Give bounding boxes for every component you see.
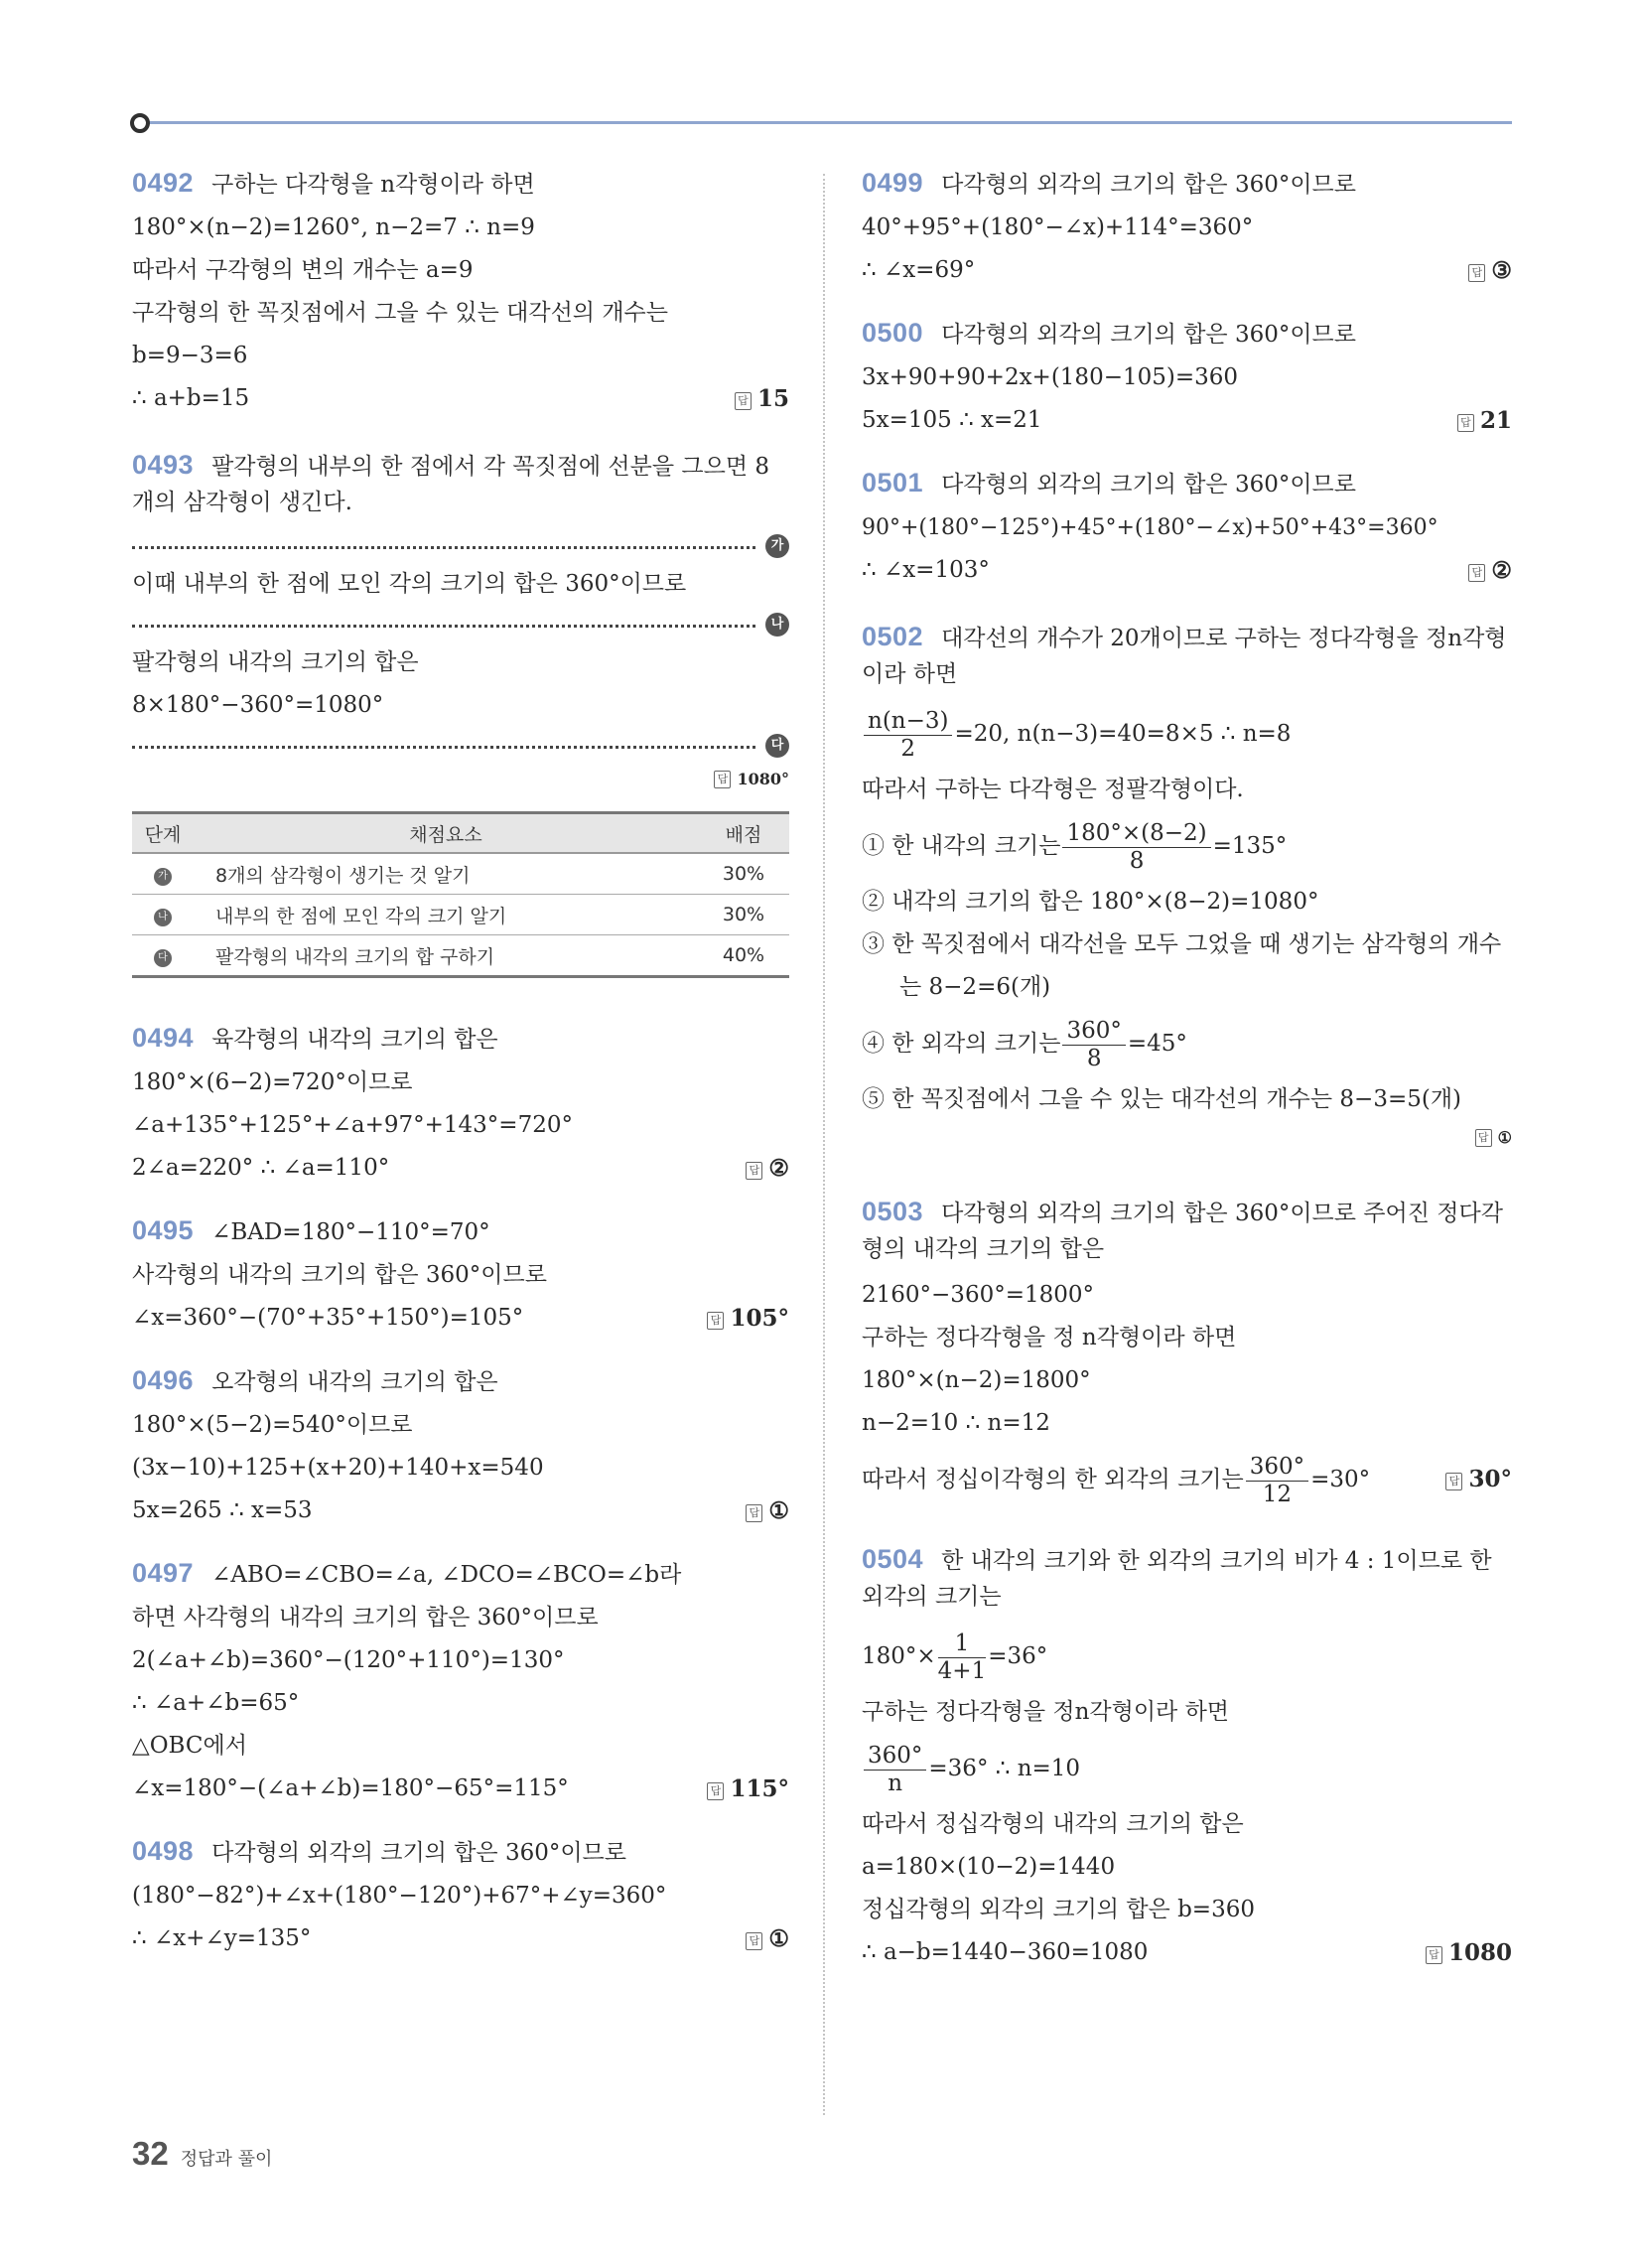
solution-line: ∴ ∠x=69° <box>862 257 976 283</box>
solution-line: 다각형의 외각의 크기의 합은 360°이므로 <box>941 322 1356 348</box>
fraction-numerator: 1 <box>938 1630 987 1658</box>
answer-value: ③ <box>1491 257 1512 284</box>
solution-line: 90°+(180°−125°)+45°+(180°−∠x)+50°+43°=360° <box>862 515 1438 540</box>
fraction-denominator: 2 <box>900 736 916 762</box>
solution-line: ∠BAD=180°−110°=70° <box>211 1219 490 1245</box>
answer-icon: 답 <box>1468 564 1485 582</box>
problem-number: 0501 <box>862 468 924 497</box>
solution-line: 육각형의 내각의 크기의 합은 <box>211 1027 498 1053</box>
solution-line: 다각형의 외각의 크기의 합은 360°이므로 <box>211 1840 626 1866</box>
problem-0495 <box>132 1216 789 1333</box>
fraction-denominator: 8 <box>1129 848 1145 874</box>
answer-value: ② <box>1491 557 1512 584</box>
problem-0504 <box>862 1541 1512 1967</box>
table-cell: 팔각형의 내각의 크기의 합 구하기 <box>194 935 698 977</box>
problem-0498 <box>132 1837 789 1953</box>
solution-line: ② 내각의 크기의 합은 180°×(8−2)=1080° <box>862 889 1319 915</box>
solution-line: ① 한 내각의 크기는 <box>862 833 1061 859</box>
problem-0494 <box>132 1024 789 1183</box>
solution-line: 180°×(n−2)=1260°, n−2=7 ∴ n=9 <box>132 214 535 240</box>
header-rule <box>141 121 1512 124</box>
solution-line: ⑤ 한 꼭짓점에서 그을 수 있는 대각선의 개수는 8−3=5(개) <box>862 1086 1462 1112</box>
scoring-table <box>132 811 789 978</box>
solution-line: ∠x=360°−(70°+35°+150°)=105° <box>132 1305 524 1331</box>
fraction-numerator: n(n−3) <box>864 708 952 736</box>
solution-line: 40°+95°+(180°−∠x)+114°=360° <box>862 214 1254 240</box>
page-footer <box>132 2135 272 2173</box>
answer-icon: 답 <box>1445 1473 1462 1490</box>
solution-line: ④ 한 외각의 크기는 <box>862 1031 1061 1057</box>
answer-value: 105° <box>730 1305 789 1332</box>
solution-line: (3x−10)+125+(x+20)+140+x=540 <box>132 1455 544 1481</box>
solution-line: 180°×(n−2)=1800° <box>862 1367 1091 1393</box>
answer-value: 30° <box>1468 1466 1512 1492</box>
problem-number: 0498 <box>132 1836 195 1866</box>
answer-badge <box>746 1924 789 1953</box>
solution-line: ∴ ∠x+∠y=135° <box>132 1925 312 1951</box>
answer-value: ① <box>768 1925 789 1952</box>
fraction <box>1246 1454 1308 1507</box>
solution-line: 하면 사각형의 내각의 크기의 합은 360°이므로 <box>132 1605 599 1630</box>
fraction-denominator: 8 <box>1086 1046 1102 1071</box>
problem-number: 0502 <box>862 622 924 651</box>
solution-line: ∠a+135°+125°+∠a+97°+143°=720° <box>132 1112 573 1138</box>
solution-line: =30° <box>1310 1467 1371 1492</box>
problem-number: 0499 <box>862 168 924 198</box>
solution-line: 한 내각의 크기와 한 외각의 크기의 비가 4 : 1이므로 한 외각의 크기는 <box>862 1548 1492 1610</box>
table-row <box>132 895 789 935</box>
solution-line: =135° <box>1212 833 1288 859</box>
answer-badge <box>1468 556 1512 585</box>
step-marker-icon: 가 <box>765 534 789 558</box>
fraction <box>938 1630 987 1684</box>
answer-icon: 답 <box>1457 414 1474 432</box>
answer-icon: 답 <box>746 1162 762 1180</box>
problem-number: 0496 <box>132 1365 195 1395</box>
solution-line: ③ 한 꼭짓점에서 대각선을 모두 그었을 때 생기는 삼각형의 개수 <box>862 931 1502 957</box>
table-row <box>132 853 789 895</box>
problem-0493 <box>132 447 789 978</box>
solution-line: 구하는 정다각형을 정 n각형이라 하면 <box>862 1325 1237 1350</box>
answer-value: ① <box>1497 1128 1512 1147</box>
solution-line: 따라서 정십이각형의 한 외각의 크기는 <box>862 1467 1244 1492</box>
solution-line: ∴ ∠x=103° <box>862 557 990 583</box>
solution-line: (180°−82°)+∠x+(180°−120°)+67°+∠y=360° <box>132 1883 667 1909</box>
solution-line: 8×180°−360°=1080° <box>132 692 384 718</box>
problem-0499 <box>862 169 1512 285</box>
solution-line: 따라서 구하는 다각형은 정팔각형이다. <box>862 777 1244 802</box>
table-cell: 30% <box>698 895 789 935</box>
fraction-denominator: 12 <box>1262 1482 1293 1507</box>
solution-line: 3x+90+90+2x+(180−105)=360 <box>862 364 1239 390</box>
solution-line: 구하는 정다각형을 정n각형이라 하면 <box>862 1699 1230 1725</box>
fraction-numerator: 360° <box>864 1743 926 1771</box>
problem-0496 <box>132 1366 789 1525</box>
fraction-numerator: 180°×(8−2) <box>1062 820 1210 848</box>
solution-line: 다각형의 외각의 크기의 합은 360°이므로 <box>941 472 1356 497</box>
table-header: 배점 <box>725 823 762 846</box>
left-column <box>132 169 789 1987</box>
problem-number: 0497 <box>132 1558 195 1588</box>
fraction <box>864 1743 926 1796</box>
answer-badge <box>707 1304 789 1333</box>
solution-line: =20, n(n−3)=40=8×5 ∴ n=8 <box>954 721 1292 747</box>
solution-line: 오각형의 내각의 크기의 합은 <box>211 1369 498 1395</box>
solution-line: 대각선의 개수가 20개이므로 구하는 정다각형을 정n각형이라 하면 <box>862 626 1507 687</box>
answer-icon: 답 <box>1468 264 1485 282</box>
solution-line: 따라서 정십각형의 내각의 크기의 합은 <box>862 1811 1244 1837</box>
answer-value: 15 <box>756 385 789 412</box>
solution-line: 다각형의 외각의 크기의 합은 360°이므로 <box>941 172 1356 198</box>
solution-line: b=9−3=6 <box>132 343 248 368</box>
page-number: 32 <box>132 2135 169 2172</box>
step-marker-icon: 나 <box>154 909 172 926</box>
solution-line: 2160°−360°=1800° <box>862 1282 1095 1308</box>
solution-line: a=180×(10−2)=1440 <box>862 1854 1116 1880</box>
solution-line: 정십각형의 외각의 크기의 합은 b=360 <box>862 1897 1255 1922</box>
solution-line: ∠ABO=∠CBO=∠a, ∠DCO=∠BCO=∠b라 <box>211 1562 682 1588</box>
problem-number: 0504 <box>862 1544 924 1574</box>
answer-badge <box>1445 1452 1512 1507</box>
table-cell: 8개의 삼각형이 생기는 것 알기 <box>194 853 698 895</box>
problem-0503 <box>862 1194 1512 1507</box>
column-divider <box>823 174 825 2115</box>
step-marker-icon: 가 <box>154 868 172 886</box>
answer-badge <box>746 1496 789 1525</box>
solution-line: =45° <box>1127 1031 1187 1057</box>
answer-badge <box>1426 1938 1512 1967</box>
solution-line: △OBC에서 <box>132 1733 247 1759</box>
problem-0492 <box>132 169 789 413</box>
solution-line: 팔각형의 내각의 크기의 합은 <box>132 649 419 675</box>
fraction <box>1062 1018 1125 1071</box>
solution-line: 5x=105 ∴ x=21 <box>862 407 1042 433</box>
problem-number: 0495 <box>132 1215 195 1245</box>
table-header: 채점요소 <box>409 823 482 846</box>
step-separator <box>132 534 789 560</box>
table-cell: 30% <box>698 853 789 895</box>
solution-line: 2∠a=220° ∴ ∠a=110° <box>132 1155 390 1181</box>
answer-icon: 답 <box>1426 1946 1442 1964</box>
step-marker-icon: 다 <box>154 949 172 967</box>
answer-badge <box>707 1774 789 1803</box>
step-separator <box>132 613 789 638</box>
answer-icon: 답 <box>746 1932 762 1950</box>
table-cell: 40% <box>698 935 789 977</box>
answer-value: ① <box>768 1497 789 1524</box>
answer-value: 1080° <box>737 770 789 788</box>
solution-line: 따라서 구각형의 변의 개수는 a=9 <box>132 257 474 283</box>
solution-line: 다각형의 외각의 크기의 합은 360°이므로 주어진 정다각형의 내각의 크기의 합은 <box>862 1201 1503 1262</box>
right-column <box>862 169 1512 2001</box>
problem-0500 <box>862 319 1512 435</box>
solution-line: 180°×(6−2)=720°이므로 <box>132 1069 413 1095</box>
problem-number: 0500 <box>862 318 924 348</box>
fraction <box>864 708 952 762</box>
solution-line: ∴ a−b=1440−360=1080 <box>862 1939 1149 1965</box>
answer-badge <box>714 770 789 788</box>
answer-badge <box>1475 1128 1512 1147</box>
fraction-denominator: 4+1 <box>937 1658 987 1684</box>
answer-value: 1080 <box>1447 1939 1512 1966</box>
answer-badge <box>746 1154 789 1183</box>
solution-line: 이때 내부의 한 점에 모인 각의 크기의 합은 360°이므로 <box>132 571 687 597</box>
problem-0501 <box>862 469 1512 585</box>
problem-number: 0494 <box>132 1023 195 1053</box>
answer-icon: 답 <box>707 1312 724 1330</box>
answer-badge <box>1468 256 1512 285</box>
answer-badge <box>1457 406 1512 435</box>
solution-line: 는 8−2=6(개) <box>899 974 1051 1000</box>
solution-line: ∠x=180°−(∠a+∠b)=180°−65°=115° <box>132 1775 569 1801</box>
solution-line: 5x=265 ∴ x=53 <box>132 1497 313 1523</box>
fraction <box>1062 820 1210 874</box>
solution-line: 2(∠a+∠b)=360°−(120°+110°)=130° <box>132 1647 565 1673</box>
fraction-numerator: 360° <box>1062 1018 1125 1046</box>
problem-0502 <box>862 619 1512 1160</box>
footer-label: 정답과 풀이 <box>180 2149 273 2170</box>
problem-number: 0492 <box>132 168 195 198</box>
solution-line: 180°× <box>862 1643 936 1669</box>
table-cell: 내부의 한 점에 모인 각의 크기 알기 <box>194 895 698 935</box>
solution-line: 구각형의 한 꼭짓점에서 그을 수 있는 대각선의 개수는 <box>132 300 668 326</box>
header-dot-icon <box>130 113 150 133</box>
solution-line: 구하는 다각형을 n각형이라 하면 <box>211 172 535 198</box>
solution-line: n−2=10 ∴ n=12 <box>862 1410 1050 1436</box>
answer-value: 115° <box>730 1775 789 1802</box>
answer-value: ② <box>768 1155 789 1182</box>
step-marker-icon: 다 <box>765 734 789 758</box>
solution-line: 사각형의 내각의 크기의 합은 360°이므로 <box>132 1262 547 1288</box>
answer-icon: 답 <box>714 771 731 788</box>
fraction-denominator: n <box>888 1771 903 1796</box>
solution-line: ∴ ∠a+∠b=65° <box>132 1690 300 1716</box>
fraction-numerator: 360° <box>1246 1454 1308 1482</box>
step-marker-icon: 나 <box>765 613 789 637</box>
answer-icon: 답 <box>746 1504 762 1522</box>
table-header: 단계 <box>144 823 182 846</box>
answer-icon: 답 <box>707 1782 724 1800</box>
answer-icon: 답 <box>735 392 752 410</box>
problem-number: 0503 <box>862 1197 924 1226</box>
solution-line: 팔각형의 내부의 한 점에서 각 꼭짓점에 선분을 그으면 8개의 삼각형이 생긴다. <box>132 454 769 515</box>
problem-0497 <box>132 1559 789 1803</box>
answer-value: 21 <box>1479 407 1512 434</box>
solution-line: 180°×(5−2)=540°이므로 <box>132 1412 413 1438</box>
solution-line: =36° <box>988 1643 1048 1669</box>
answer-icon: 답 <box>1475 1129 1492 1147</box>
answer-badge <box>735 384 789 413</box>
problem-number: 0493 <box>132 450 195 480</box>
solution-line: ∴ a+b=15 <box>132 385 250 411</box>
solution-line: =36° ∴ n=10 <box>928 1756 1081 1781</box>
step-separator <box>132 734 789 760</box>
table-row <box>132 935 789 977</box>
